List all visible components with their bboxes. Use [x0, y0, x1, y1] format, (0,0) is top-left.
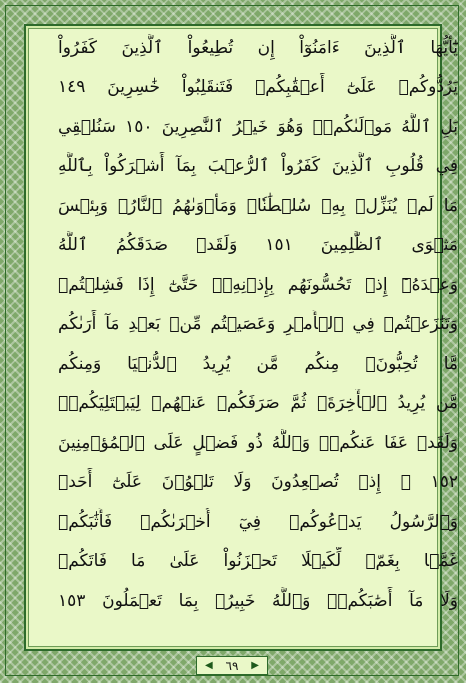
text-line: وَلَا مَآ أَصَٰبَكُمۡۗ وَٱللَّهُ خَبِيرُۢ بِمَا تَعۡمَلُونَ ١٥٣: [58, 591, 458, 611]
text-line: غَمَّۢا بِغَمّٖ لِّكَيۡلَا تَحۡزَنُواْ عَلَىٰ مَا فَاتَكُمۡ: [58, 551, 458, 571]
page-number-box: [196, 656, 268, 675]
text-line: مَثۡوَى ٱلظَّٰلِمِينَ ١٥١ وَلَقَدۡ صَدَقَكُمُ ٱللَّهُ: [58, 235, 458, 255]
text-line: وَتَنَٰزَعۡتُمۡ فِي ٱلۡأَمۡرِ وَعَصَيۡتُم مِّنۢ بَعۡدِ مَآ أَرَىٰكُم: [58, 314, 458, 334]
text-line: مَّن يُرِيدُ ٱلۡأٓخِرَةَۚ ثُمَّ صَرَفَكُمۡ عَنۡهُمۡ لِيَبۡتَلِيَكُمۡۖ: [58, 393, 458, 413]
text-line: ١٥٢ ۞ إِذۡ تُصۡعِدُونَ وَلَا تَلۡوُۥنَ عَلَىٰٓ أَحَدٖ: [58, 472, 458, 492]
text-line: يَرُدُّوكُمۡ عَلَىٰٓ أَعۡقَٰبِكُمۡ فَتَنقَلِبُواْ خَٰسِرِينَ ١٤٩: [58, 77, 458, 97]
text-line: بَلِ ٱللَّهُ مَوۡلَىٰكُمۡۖ وَهُوَ خَيۡرُ ٱلنَّٰصِرِينَ ١٥٠ سَنُلۡقِي: [58, 117, 458, 137]
left-arrow-icon[interactable]: ◀: [205, 660, 213, 671]
text-line: وَعۡدَهُۥٓ إِذۡ تَحُسُّونَهُم بِإِذۡنِهِۦۖ حَتَّىٰٓ إِذَا فَشِلۡتُمۡ: [58, 275, 458, 295]
text-line: مَّا تُحِبُّونَۚ مِنكُم مَّن يُرِيدُ ٱلدُّنۡيَا وَمِنكُم: [58, 354, 458, 374]
right-arrow-icon[interactable]: ▶: [251, 660, 259, 671]
text-line: مَا لَمۡ يُنَزِّلۡ بِهِۦ سُلۡطَٰنٗاۖ وَمَأۡوَىٰهُمُ ٱلنَّارُۖ وَبِئۡسَ: [58, 196, 458, 216]
text-line: يَٰٓأَيُّهَا ٱلَّذِينَ ءَامَنُوٓاْ إِن تُطِيعُواْ ٱلَّذِينَ كَفَرُواْ: [58, 38, 458, 58]
text-line: وَٱلرَّسُولُ يَدۡعُوكُمۡ فِيٓ أُخۡرَىٰكُمۡ فَأَثَٰبَكُمۡ: [58, 512, 458, 532]
text-line: وَلَقَدۡ عَفَا عَنكُمۡۗ وَٱللَّهُ ذُو فَضۡلٍ عَلَى ٱلۡمُؤۡمِنِينَ: [58, 433, 458, 453]
page-number: ٦٩: [225, 658, 239, 673]
text-line: فِي قُلُوبِ ٱلَّذِينَ كَفَرُواْ ٱلرُّعۡبَ بِمَآ أَشۡرَكُواْ بِٱللَّهِ: [58, 156, 458, 176]
